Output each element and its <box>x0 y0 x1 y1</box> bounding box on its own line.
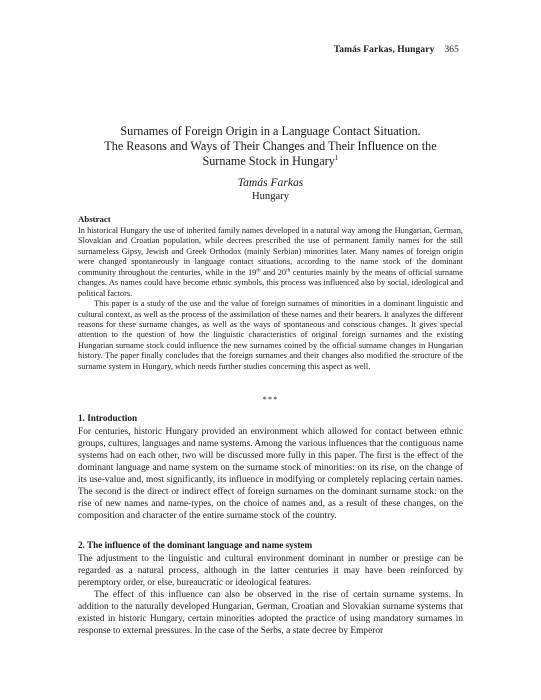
author-country: Hungary <box>251 191 290 202</box>
abstract-paragraph-1: In historical Hungary the use of inherited family names developed in a natural way among the Hungarian, German, Slovakian and Croatian population, while decrees prescribed the use of permanent family names for the still surnameless Gipsy, Jewish and Greek Orthodox (mainly Serbian) minorities later. Many names of foreign origin were changed spontaneously in language contact situations, according to the name stock of the dominant community throughout the centuries, while in the 19th and 20th centuries mainly by the means of official surname changes. As names could have become ethnic symbols, this process was influenced also by social, ideological and political factors. <box>78 225 463 298</box>
section-separator: *** <box>262 394 279 404</box>
title-line-2: The Reasons and Ways of Their Changes and Their Influence on the <box>104 139 437 154</box>
title-line-1: Surnames of Foreign Origin in a Language Contact Situation. <box>120 124 421 138</box>
title-line-3: Surname Stock in Hungary$^1$ <box>202 153 339 169</box>
section-2-paragraph-1: The adjustment to the linguistic and cultural environment dominant in number or prestige can be regarded as a natural process, although in the latter centuries it may have been reinforced by peremptory order, or else, bureaucratic or ideological features. <box>78 554 463 588</box>
section-dominant-language <box>78 540 463 638</box>
running-head <box>334 45 459 55</box>
abstract-heading: Abstract <box>78 214 111 224</box>
section-introduction <box>78 413 463 523</box>
section-1-heading: 1. Introduction <box>78 413 138 423</box>
section-1-paragraph-1: For centuries, historic Hungary provided an environment which allowed for contact between ethnic groups, cultures, languages and name systems. Among the various influences that the contiguous name systems had on each other, two will be discussed more fully in this paper. The first is the effect of the dominant language and name system on the surname stock of minorities: on its rise, on the change of its use-value and, most significantly, its influence in modifying or completely replacing certain names. The second is the direct or indirect effect of foreign surnames on the dominant surname stock: on the rise of new names and name-types, on the choice of names and, as a result of these changes, on the composition and character of the entire surname stock of the country. <box>78 427 463 521</box>
page-number: 365 <box>444 45 459 55</box>
running-head-author: Tamás Farkas, Hungary <box>333 45 435 55</box>
abstract <box>78 214 463 372</box>
paper-title <box>75 124 466 170</box>
section-2-paragraph-2: The effect of this influence can also be observed in the rise of certain surname systems. In addition to the naturally developed Hungarian, German, Croatian and Slovakian surname systems that existed in historic Hungary, certain minorities adopted the practice of using mandatory surnames in response to external pressures. In the case of the Serbs, a state decree by Emperor <box>78 589 463 636</box>
abstract-paragraph-2: This paper is a study of the use and the value of foreign surnames of minorities in a dominant linguistic and cultural context, as well as the process of the assimilation of these names and their bearers. It analyzes the different reasons for these surname changes, as well as the ways of spontaneous and conscious changes. It gives special attention to the question of how the linguistic characteristics of original foreign surnames and the existing Hungarian surname stock could influence the new surnames coined by the official surname changes in Hungarian history. The paper finally concludes that the foreign surnames and their changes also modified the structure of the surname system in Hungary, which needs further studies concerning this aspect as well. <box>78 299 463 371</box>
footnote-mark[interactable]: 1 <box>334 153 339 163</box>
author-name: Tamás Farkas <box>237 176 304 189</box>
section-2-heading: 2. The influence of the dominant language and name system <box>78 540 313 550</box>
